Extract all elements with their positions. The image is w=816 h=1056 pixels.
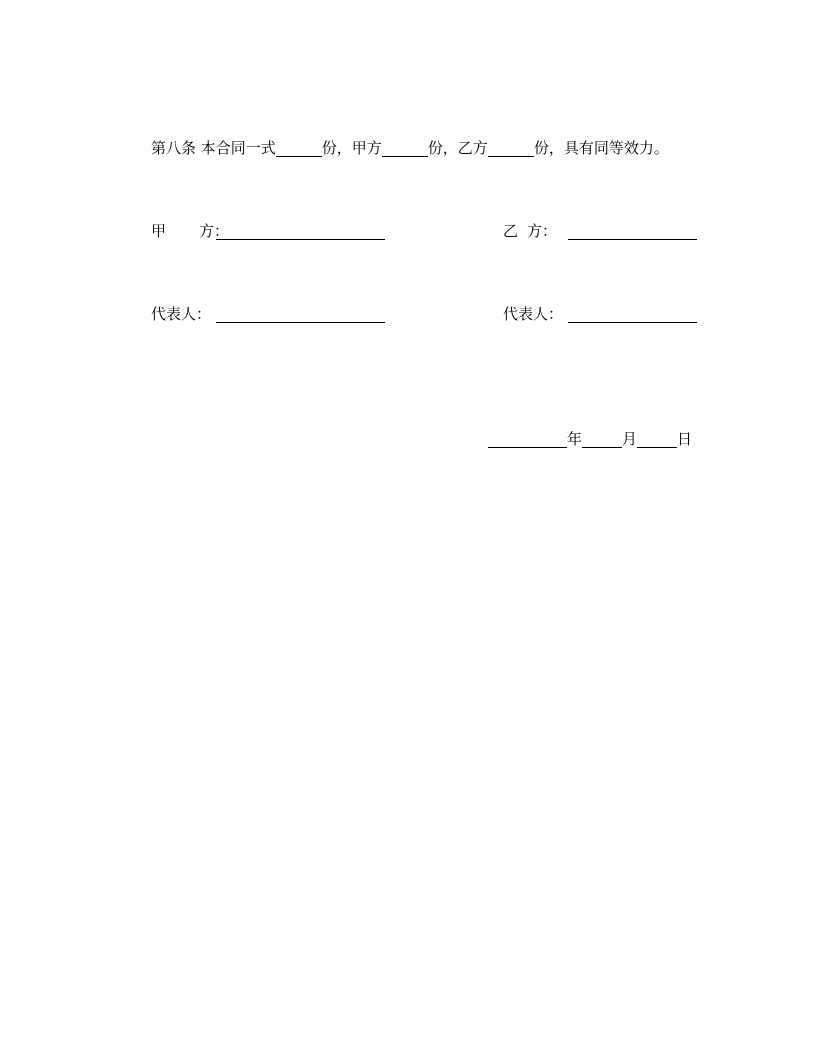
party-a-copies-blank[interactable]: [382, 140, 428, 157]
party-b-label: [503, 222, 557, 240]
representative-a-blank[interactable]: [216, 306, 385, 323]
article-8-unit-2: 份，乙方: [427, 139, 488, 157]
party-b-copies-blank[interactable]: [488, 140, 534, 157]
representative-b-blank[interactable]: [568, 306, 697, 323]
party-b-label-char2: 方：: [527, 222, 558, 240]
year-label: 年: [567, 430, 583, 448]
year-blank[interactable]: [488, 431, 567, 448]
party-a-signature-blank[interactable]: [216, 223, 385, 240]
representative-b-label: 代表人：: [503, 305, 564, 323]
date-line: [488, 430, 692, 448]
day-blank[interactable]: [637, 431, 677, 448]
month-label: 月: [622, 430, 638, 448]
total-copies-blank[interactable]: [276, 140, 322, 157]
representative-a-label: 代表人：: [151, 305, 212, 323]
day-label: 日: [677, 430, 693, 448]
party-b-label-char1: 乙: [503, 222, 519, 240]
month-blank[interactable]: [582, 431, 622, 448]
article-8-suffix: 份，具有同等效力。: [533, 139, 669, 157]
party-a-label-char1: 甲: [151, 222, 167, 240]
party-b-signature-blank[interactable]: [568, 223, 697, 240]
article-8-prefix: 第八条 本合同一式: [151, 139, 276, 157]
article-8-clause: [151, 139, 669, 157]
article-8-unit-1: 份，甲方: [321, 139, 382, 157]
party-a-label-char2: 方：: [199, 222, 230, 240]
